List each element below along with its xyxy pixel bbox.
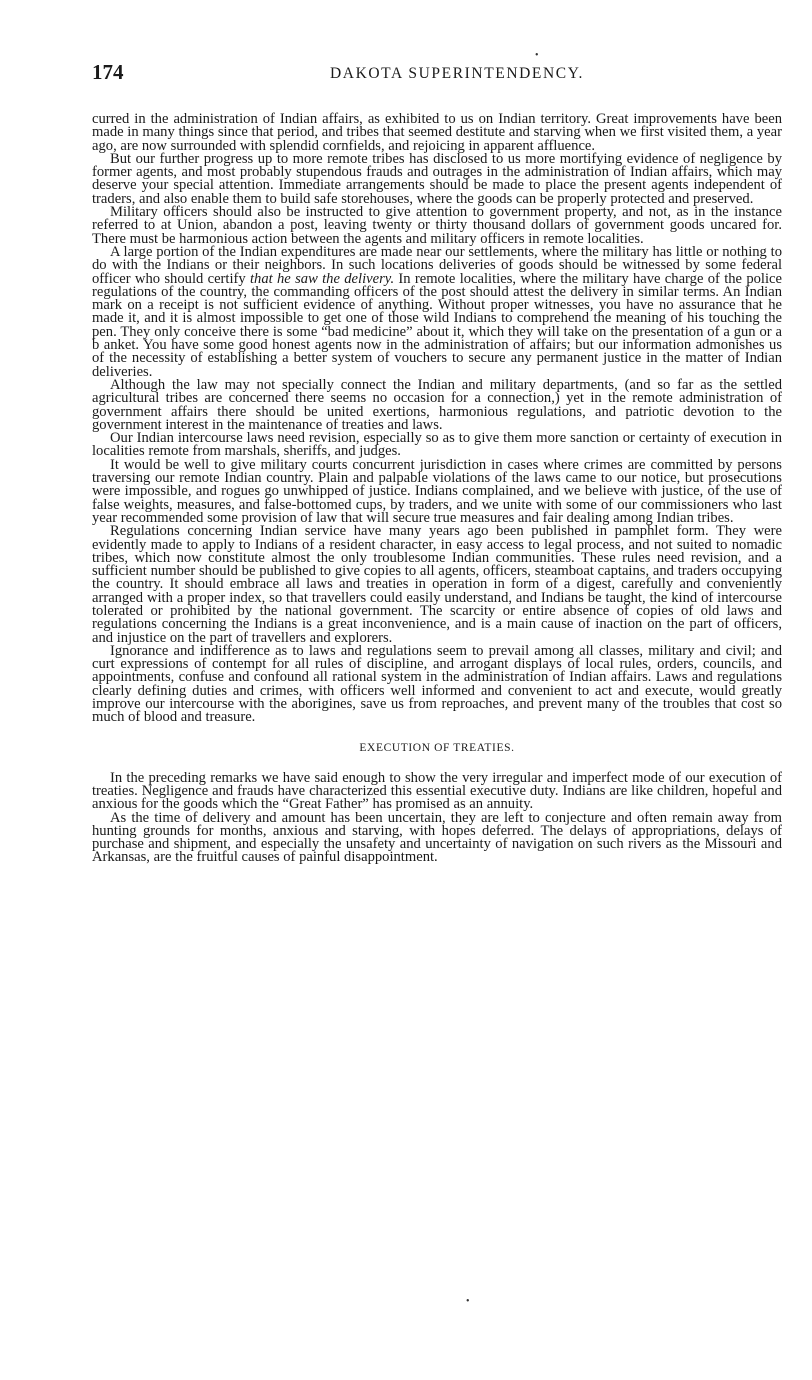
paragraph-8: Regulations concerning Indian service have many years ago been published in pamphlet form. They were evidently made to apply to Indians of a resident character, in easy access to legal process, and not suited to nomadic tribes, which now constitute almost the only troublesome Indian communities. These rules need revision, and a sufficient number should be published to give copies to all agents, officers, steamboat captains, and traders occupying the country. It should embrace all laws and treaties in operation in form of a digest, carefully and conveniently arranged with a proper index, so that travellers could easily understand, and Indians be taught, the kind of intercourse tolerated or prohibited by the national government. The scarcity or entire absence of copies of old laws and regulations concerning the Indians is a great inconvenience, and is a main cause of inaction on the part of officers, and injustice on the part of travellers and explorers. [92,523,782,646]
page-header [92,60,782,88]
running-head: DAKOTA SUPERINTENDENCY. [329,65,584,82]
paragraph-6: Our Indian intercourse laws need revision, especially so as to give them more sanction or certainty of execution in localities remote from marshals, sheriffs, and judges. [92,430,782,460]
paragraph-9: Ignorance and indifference as to laws and regulations seem to prevail among all classes, military and civil; and curt expressions of contempt for all rules of discipline, and arrogant displays of local rules, orders, councils, and appointments, confuse and confound all rational system in the administration of Indian affairs. Laws and regulations clearly defining duties and crimes, with officers well informed and convenient to act and execute, would greatly improve our intercourse with the aborigines, save us from reproaches, and prevent many of the troubles that cost so much of blood and treasure. [92,642,782,726]
paragraph-4-italic: that he saw the delivery. [250,270,395,287]
paragraph-4 [92,243,782,380]
paragraph-4-text-b: In remote localities, where the military have charge of the police regulations of the country, the commanding officers of the post should attest the delivery in similar terms. An Indian mark on a receipt is not sufficient evidence of anything. Without proper witnesses, you have no assurance that he made it, and it is almost impossible to get one of those wild Indians to comprehend the meaning of his touching the pen. They only conceive there is some “bad medicine” about it, which they will take on the presentation of a gun or a b anket. You have some good honest agents now in the administration of affairs; but our information admonishes us of the necessity of establishing a better system of vouchers to secure any permanent justice in the matter of Indian deliveries. [92,270,782,380]
paragraph-3: Military officers should also be instructed to give attention to government property, and not, as in the instance referred to at Union, abandon a post, leaving twenty or thirty thousand dollars of government goods uncared for. There must be harmonious action between the agents and military officers in remote localities. [92,204,782,247]
paragraph-2: But our further progress up to more remote tribes has disclosed to us more mortifying evidence of negligence by former agents, and most probably stupendous frauds and outrages in the administration of Indian affairs, which may deserve your special attention. Immediate arrangements should be made to place the present agents independent of traders, and also enable them to build safe storehouses, where the goods can be properly protected and preserved. [92,150,782,207]
paragraph-1: curred in the administration of Indian affairs, as exhibited to us on Indian territory. Great improvements have been made in many things since that period, and tribes that seemed destitute and starving when we first visited them, a year ago, are now surrounded with splendid cornfields, and rejoicing in apparent affluence. [92,111,782,154]
body-text [92,113,782,865]
paragraph-11: As the time of delivery and amount has been uncertain, they are left to conjecture and often remain away from hunting grounds for months, anxious and starving, with hopes deferred. The delays of appropriations, delays of purchase and shipment, and especially the unsafety and uncertainty of navigation on such rivers as the Missouri and Arkansas, are the fruitful causes of painful disappointment. [92,809,782,866]
page-number: 174 [92,60,124,84]
paragraph-7: It would be well to give military courts concurrent jurisdiction in cases where crimes are committed by persons traversing our remote Indian country. Plain and palpable violations of the laws came to our notice, but prosecutions were impossible, and rogues go unwhipped of justice. Indians complained, and we believe with justice, of the use of false weights, measures, and false-bottomed cups, by traders, and we unite with some of our commissioners who last year recommended some provision of law that will secure true measures and fair dealing among Indian tribes. [92,456,782,526]
speck-mark-bottom: • [466,1296,470,1307]
speck-mark: • [535,50,539,61]
paragraph-4-text-a: A large portion of the Indian expenditures are made near our settlements, where the military has little or nothing to do with the Indians or their neighbors. In such locations deliveries of goods should be witnessed by some federal officer who should certify [92,243,782,287]
paragraph-5: Although the law may not specially connect the Indian and military departments, (and so far as the settled agricultural tribes are concerned there seems no occasion for a connection,) yet in the remote administration of government affairs there should be united exertions, harmonious regulations, and patriotic devotion to the government interest in the maintenance of treaties and laws. [92,376,782,433]
section-heading: EXECUTION OF TREATIES. [359,741,515,754]
paragraph-10: In the preceding remarks we have said enough to show the very irregular and imperfect mode of our execution of treaties. Negligence and frauds have characterized this essential executive duty. Indians are like children, hopeful and anxious for the goods which the “Great Father” has promised as an annuity. [92,769,782,813]
